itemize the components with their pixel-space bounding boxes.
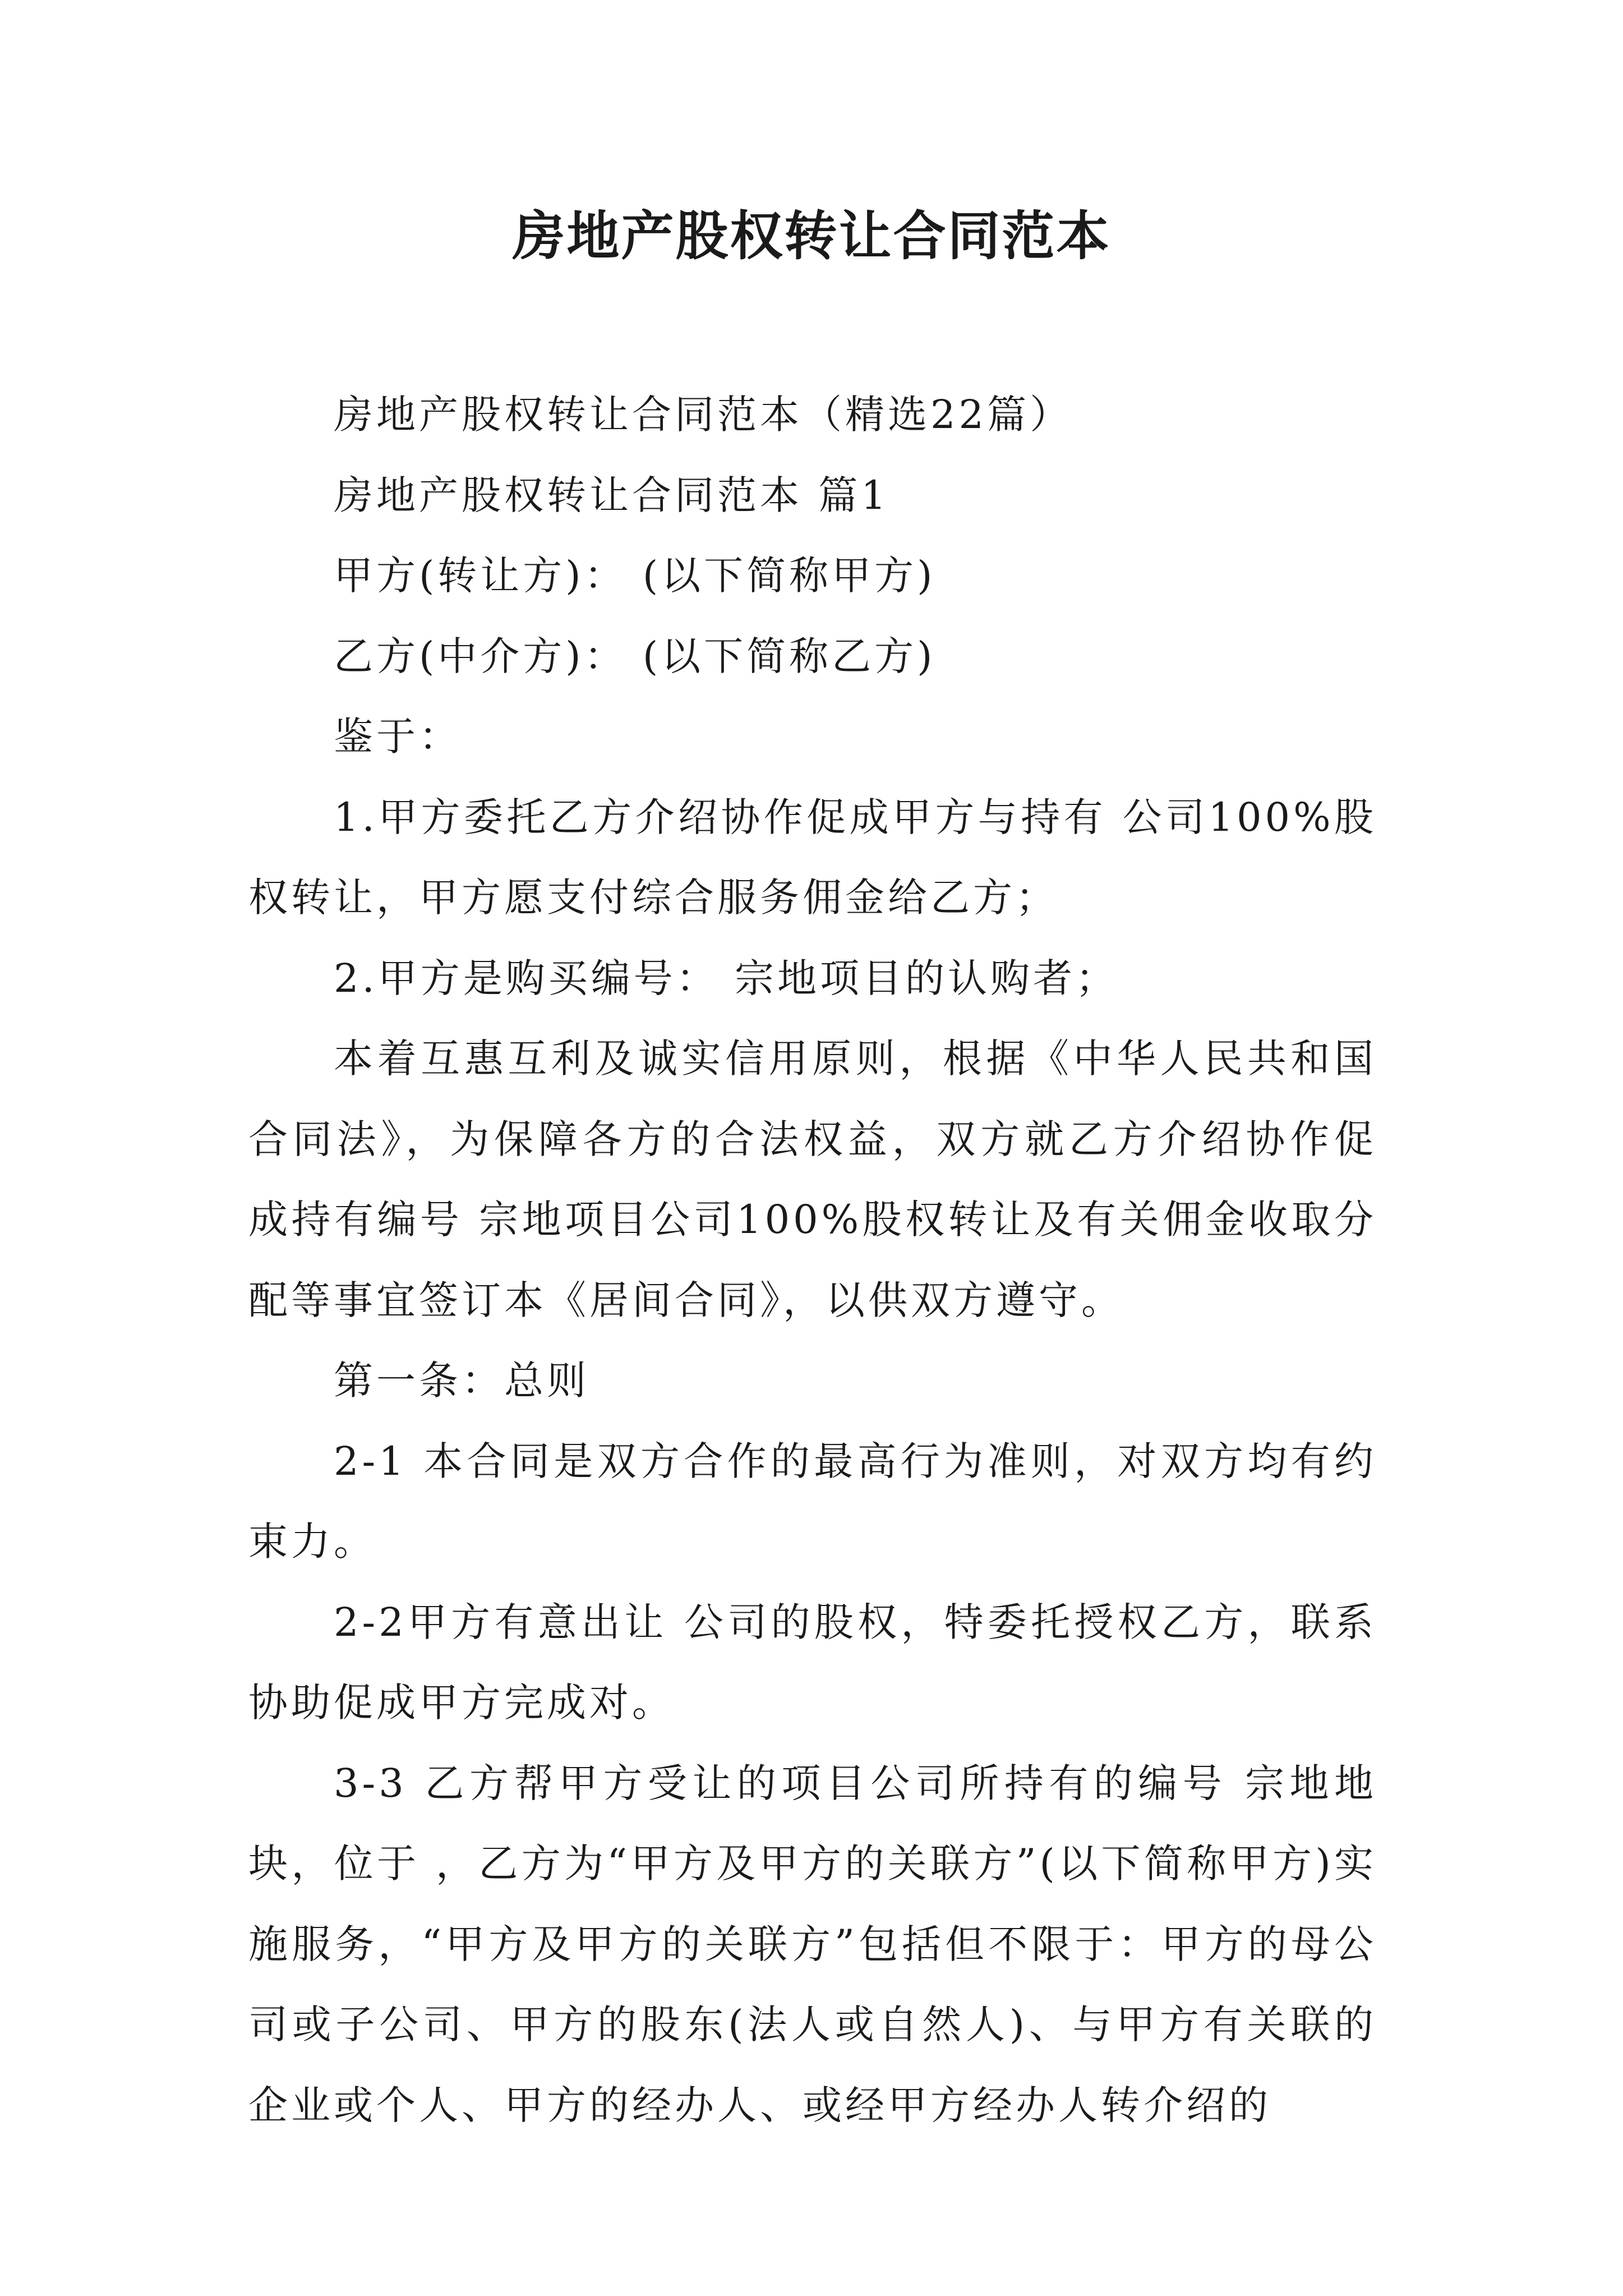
paragraph-party-a: 甲方(转让方)： (以下简称甲方)	[334, 553, 936, 599]
paragraph-clause-2-1: 2-1 本合同是双方合作的最高行为准则，对双方均有约束力。	[248, 1438, 1377, 1565]
document-title: 房地产股权转让合同范本	[512, 206, 1111, 267]
paragraph-clause-2-2: 2-2甲方有意出让 公司的股权，特委托授权乙方，联系协助促成甲方完成对。	[248, 1599, 1377, 1726]
paragraph-preamble: 本着互惠互利及诚实信用原则，根据《中华人民共和国合同法》，为保障各方的合法权益，双方就乙方介绍协作促成持有编号 宗地项目公司100%股权转让及有关佣金收取分配等事宜签订本《居间合同》，以供双方遵守。	[248, 1036, 1377, 1323]
paragraph-recital-2: 2.甲方是购买编号： 宗地项目的认购者；	[334, 955, 1119, 1001]
paragraph-party-b: 乙方(中介方)： (以下简称乙方)	[334, 633, 936, 679]
document-body	[248, 375, 1377, 2146]
paragraph-section-heading: 房地产股权转让合同范本 篇1	[334, 472, 889, 518]
paragraph-whereas: 鉴于：	[334, 714, 462, 760]
paragraph-recital-1: 1.甲方委托乙方介绍协作促成甲方与持有 公司100%股权转让，甲方愿支付综合服务佣金给乙方；	[248, 794, 1377, 921]
paragraph-clause-3-3: 3-3 乙方帮甲方受让的项目公司所持有的编号 宗地地块，位于 ，乙方为“甲方及甲方的关联方”(以下简称甲方)实施服务，“甲方及甲方的关联方”包括但不限于：甲方的母公司或子公司、甲方的股东(法人或自然人)、与甲方有关联的企业或个人、甲方的经办人、或经甲方经办人转介绍的	[248, 1760, 1377, 2128]
paragraph-article-1-heading: 第一条：总则	[334, 1358, 589, 1404]
paragraph-subtitle: 房地产股权转让合同范本（精选22篇）	[334, 392, 1073, 438]
